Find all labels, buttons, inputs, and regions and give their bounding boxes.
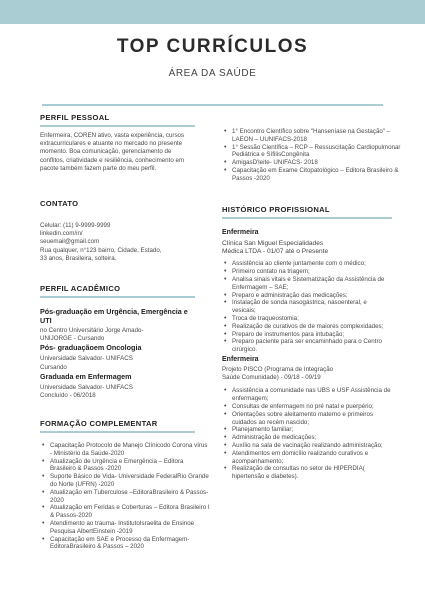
list-item: • Atualização em Tuberculose –EditoraBrasileiro & Passos-2020 bbox=[40, 489, 210, 505]
academico-item bbox=[40, 307, 195, 343]
contato-personal: 33 anos, Brasileira, solteira. bbox=[40, 254, 117, 262]
list-item: • Analisa sinais vitais e Sistematização da Assistência de Enfermagem – SAE; bbox=[222, 276, 392, 292]
academico-item-title: Graduada em Enfermagem bbox=[40, 371, 132, 381]
academico-item-title: Pós-graduação em Urgência, Emergência e UTI bbox=[40, 307, 188, 325]
perfil-heading: PERFIL PESSOAL bbox=[40, 113, 110, 122]
job-tasks bbox=[222, 260, 392, 354]
academico-item-line: Concluído - 06/2018 bbox=[40, 392, 96, 400]
list-item: • Atualização de Urgência e Emergência – Editora Brasileiro & Passos -2020 bbox=[40, 458, 210, 474]
list-item: • Instalação de sonda nasogástrica, nasoenteral, e vesicais; bbox=[222, 299, 392, 315]
job-employer: Projeto PISCO (Programa de Integração bbox=[222, 365, 334, 373]
list-item: • Auxílio na sala de vacinação realizando administração; bbox=[222, 442, 392, 450]
list-item: • Atendimentos em domicílio realizando curativos e acompanhamento; bbox=[222, 450, 392, 466]
list-item: • Planejamento familiar; bbox=[222, 426, 392, 434]
academico-item-line: Cursando bbox=[40, 363, 67, 371]
job-title: Enfermeira bbox=[222, 229, 259, 236]
academico-item bbox=[40, 343, 195, 371]
academico-item-line: Universidade Salvador- UNIFACS bbox=[40, 383, 133, 391]
academico-item-line: Universidade Salvador- UNIFACS bbox=[40, 355, 133, 363]
list-item: • AmigasD'leite- UNIFACS- 2018 bbox=[222, 159, 402, 167]
academico-item bbox=[40, 372, 195, 400]
contato-email: seuemail@gmail.com bbox=[40, 238, 100, 246]
academico-item-line: no Centro Universitário Jorge Amado- bbox=[40, 327, 144, 334]
list-item: • Capacitação em Exame Citopatológico – Editora Brasileiro & Passos -2020 bbox=[222, 167, 402, 183]
perfil-rule bbox=[40, 125, 195, 127]
contato-heading: CONTATO bbox=[40, 199, 79, 208]
formacao-heading: FORMAÇÃO COMPLEMENTAR bbox=[40, 419, 158, 428]
list-item: • 1° Sessão Científica – RCP – Ressuscitação Cardiopulmonar Pediátrica e SífilisCongênita bbox=[222, 144, 402, 160]
list-item: • Assistência a comunidade nas UBS e USF Assistência de enfermagem; bbox=[222, 387, 392, 403]
job-period: Médica LTDA - 01/07 até o Presente bbox=[222, 248, 329, 256]
job-period: Saúde Comunidade) - 09/18 - 09/19 bbox=[222, 374, 321, 382]
eventos-list bbox=[222, 128, 402, 183]
header-divider bbox=[42, 104, 383, 106]
formacao-section bbox=[40, 419, 210, 551]
list-item: • Suporte Básico de Vida- Universidade FederalRio Grande do Norte (UFRN) -2020 bbox=[40, 473, 210, 489]
page-subtitle: ÁREA DA SAÚDE bbox=[168, 68, 257, 79]
list-item: • Preparo de instrumentos para intubação; bbox=[222, 331, 392, 339]
formacao-rule bbox=[40, 431, 195, 433]
academico-section bbox=[40, 284, 195, 400]
perfil-text: Enfermeira, COREN ativo, vasta experiência, cursos extracurriculares e atuante no mercado no presente momento. Boa comunicação, gerenciamento de conflitos, criatividade e resiliência, conhecimento em pacote também fazem parte do meu perfil. bbox=[40, 132, 185, 172]
academico-item-title: Pós- graduaçãoem Oncologia bbox=[40, 343, 142, 353]
list-item: • Realização de curativos de de maiores complexidades; bbox=[222, 323, 392, 331]
historico-heading: HISTÓRICO PROFISSIONAL bbox=[222, 205, 330, 214]
academico-heading: PERFIL ACADÊMICO bbox=[40, 284, 121, 293]
contato-linkedin: linkedin.com/in/ bbox=[40, 230, 83, 238]
formacao-list bbox=[40, 442, 210, 551]
historico-section bbox=[222, 205, 392, 481]
job-tasks bbox=[222, 387, 392, 481]
list-item: • Preparo paciente para ser encaminhado para o Centro cirúrgico. bbox=[222, 338, 392, 354]
perfil-section bbox=[40, 113, 195, 173]
list-item: • Orientações sobre aleitamento materno e primeiros cuidados ao recém nascido; bbox=[222, 411, 392, 427]
job-title: Enfermeira bbox=[222, 355, 259, 363]
contato-phone: Celular: (11) 9-9999-9999 bbox=[40, 222, 111, 229]
contato-address: Rua qualquer, n°123 bairro, Cidade, Estado, bbox=[40, 246, 162, 254]
list-item: • Administração de medicações; bbox=[222, 434, 392, 442]
job-employer: Clínica San Miguel Especialidades bbox=[222, 240, 324, 247]
academico-item-line: UNIJORGE - Cursando bbox=[40, 335, 105, 343]
list-item: • Capacitação em SAE e Processo da Enfermagem- EditoraBrasileiro & Passos – 2020 bbox=[40, 536, 210, 552]
list-item: • Realização de consultas no setor de HIPERDIA( hipertensão e diabetes). bbox=[222, 465, 392, 481]
list-item: • Capacitação Protocolo de Manejo Clínicodo Corona vírus - Ministério da Saúde-2020 bbox=[40, 442, 210, 458]
academico-rule bbox=[40, 296, 195, 298]
list-item: • Assistência ao cliente juntamente com o médico; bbox=[222, 260, 392, 268]
historico-rule bbox=[222, 217, 392, 219]
list-item: • Atualização em Feridas e Coberturas – Editora Brasileiro I & Passos-2020 bbox=[40, 504, 210, 520]
top-color-band bbox=[0, 0, 425, 24]
list-item: • 1° Encontro Científico sobre "Hanseníase na Gestação" – LAEON – UUNIFACS-2018 bbox=[222, 128, 402, 144]
list-item: • Consultas de enfermagem no pré natal e puerpério; bbox=[222, 403, 392, 411]
job-entry bbox=[222, 229, 392, 354]
contato-section bbox=[40, 199, 195, 263]
page-title: TOP CURRÍCULOS bbox=[116, 36, 309, 57]
job-entry bbox=[222, 356, 392, 481]
list-item: • Primeiro contato na triagem; bbox=[222, 268, 392, 276]
list-item: • Atendimento ao trauma- InstitutoIsraelita de Ensinoe Pesquisa AlbertEinstein -2019 bbox=[40, 520, 210, 536]
list-item: • Troca de traqueostomia; bbox=[222, 315, 392, 323]
list-item: • Preparo e administração das medicações; bbox=[222, 292, 392, 300]
